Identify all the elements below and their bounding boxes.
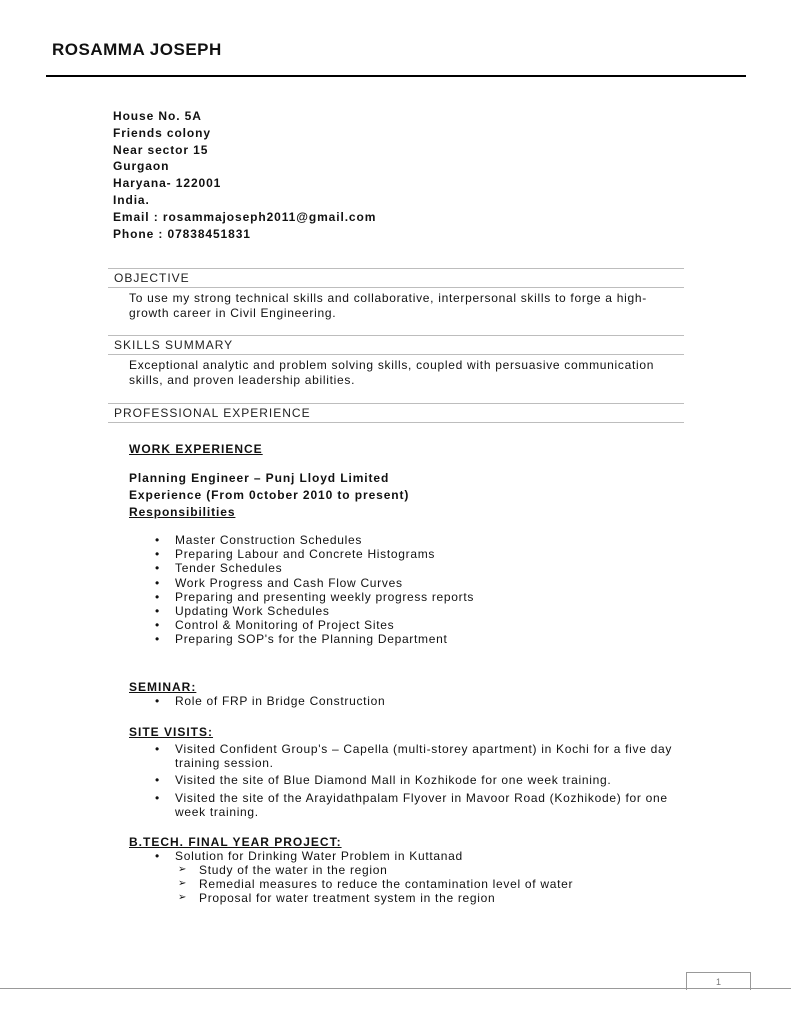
seminar-heading: SEMINAR: <box>129 680 197 694</box>
list-item: • Visited the site of Blue Diamond Mall in Kozhikode for one week training. <box>155 773 675 787</box>
project-sub-list <box>178 863 578 906</box>
address-line: India. <box>113 192 150 207</box>
address-line: House No. 5A <box>113 109 202 123</box>
list-item: • Work Progress and Cash Flow Curves <box>155 576 474 590</box>
list-item: • Visited Confident Group's – Capella (multi-storey apartment) in Kochi for a five day training session. <box>155 742 675 770</box>
skills-section-header <box>108 335 684 355</box>
list-item: • Visited the site of the Arayidathpalam Flyover in Mavoor Road (Kozhikode) for one week training. <box>155 791 675 819</box>
skills-title: SKILLS SUMMARY <box>114 338 234 352</box>
skills-text: Exceptional analytic and problem solving skills, coupled with persuasive communication skills, and proven leadership abilities. <box>129 358 655 387</box>
objective-section-header <box>108 268 684 288</box>
address-line: Haryana- 122001 <box>113 176 222 191</box>
page-number: 1 <box>715 977 721 987</box>
experience-title: PROFESSIONAL EXPERIENCE <box>114 406 311 420</box>
objective-text: To use my strong technical skills and collaborative, interpersonal skills to forge a high-growth career in Civil Engineering. <box>129 291 647 320</box>
list-item: • Updating Work Schedules <box>155 604 474 618</box>
job-duration: Experience (From 0ctober 2010 to present) <box>129 488 410 502</box>
email-line: Email : rosammajoseph2011@gmail.com <box>113 209 377 224</box>
list-item: ➢ Proposal for water treatment system in the region <box>178 891 578 905</box>
list-item: • Preparing and presenting weekly progress reports <box>155 590 474 604</box>
project-heading: B.TECH. FINAL YEAR PROJECT: <box>129 835 342 849</box>
objective-title: OBJECTIVE <box>114 271 190 285</box>
list-item: • Role of FRP in Bridge Construction <box>155 694 385 708</box>
project-list <box>155 849 463 863</box>
list-item: • Master Construction Schedules <box>155 533 474 547</box>
list-item: ➢ Remedial measures to reduce the contamination level of water <box>178 877 578 891</box>
experience-section-header <box>108 403 684 423</box>
list-item: ➢ Study of the water in the region <box>178 863 578 877</box>
site-visits-list <box>155 742 675 819</box>
list-item: • Solution for Drinking Water Problem in Kuttanad <box>155 849 463 863</box>
address-line: Near sector 15 <box>113 142 209 157</box>
list-item: • Control & Monitoring of Project Sites <box>155 618 474 632</box>
phone-line: Phone : 07838451831 <box>113 226 251 241</box>
address-block <box>113 108 376 242</box>
job-role: Planning Engineer – Punj Lloyd Limited <box>129 471 390 485</box>
candidate-name: ROSAMMA JOSEPH <box>52 40 222 59</box>
site-visits-heading: SITE VISITS: <box>129 725 214 739</box>
list-item: • Tender Schedules <box>155 561 474 575</box>
work-experience-heading: WORK EXPERIENCE <box>129 442 263 456</box>
list-item: • Preparing SOP's for the Planning Department <box>155 632 474 646</box>
responsibilities-heading: Responsibilities <box>129 505 236 519</box>
seminar-list <box>155 694 385 708</box>
responsibilities-list <box>155 533 474 647</box>
address-line: Gurgaon <box>113 159 170 174</box>
address-line: Friends colony <box>113 125 211 140</box>
list-item: • Preparing Labour and Concrete Histograms <box>155 547 474 561</box>
footer-divider <box>0 988 791 989</box>
name-divider <box>46 75 746 77</box>
